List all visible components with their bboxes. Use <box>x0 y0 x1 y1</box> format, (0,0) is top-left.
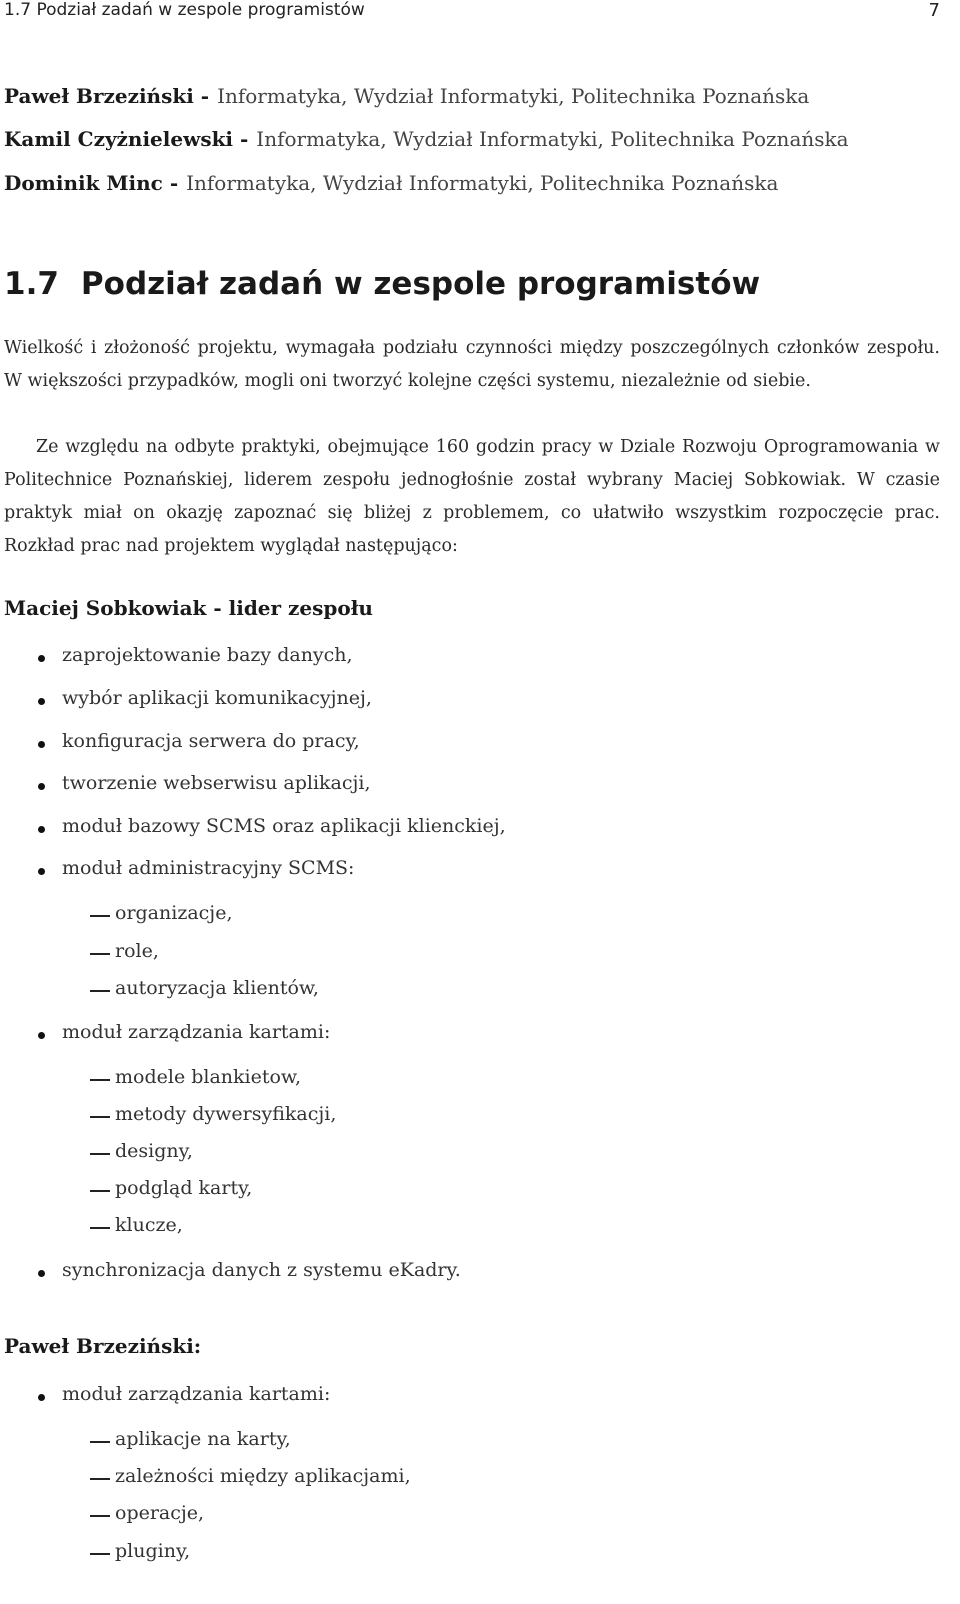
author-affiliation: Informatyka, Wydział Informatyki, Politechnika Poznańska <box>256 127 849 151</box>
dash-icon <box>90 1478 110 1480</box>
author-affiliation: Informatyka, Wydział Informatyki, Politechnika Poznańska <box>186 171 779 195</box>
sub-list-item-text: pluginy, <box>115 1540 191 1562</box>
sub-list-item-text: operacje, <box>115 1502 205 1524</box>
list-item-text: moduł administracyjny SCMS: <box>62 857 355 879</box>
dash-icon <box>90 1227 110 1229</box>
sub-list-item-text: metody dywersyfikacji, <box>115 1103 337 1125</box>
sub-list-item-text: autoryzacja klientów, <box>115 977 319 999</box>
dash-icon <box>90 1116 110 1118</box>
section-heading <box>4 266 760 302</box>
bullet-icon <box>38 1394 45 1401</box>
dash-icon <box>90 915 110 917</box>
list-item-text: moduł zarządzania kartami: <box>62 1383 331 1405</box>
paragraph <box>4 431 940 563</box>
sub-list-item-text: designy, <box>115 1140 193 1162</box>
author-affiliation: Informatyka, Wydział Informatyki, Politechnika Poznańska <box>217 84 810 108</box>
list-item-text: wybór aplikacji komunikacyjnej, <box>62 687 372 709</box>
sub-list-item-text: zależności między aplikacjami, <box>115 1465 411 1487</box>
bullet-icon <box>38 783 45 790</box>
list-item-text: zaprojektowanie bazy danych, <box>62 644 353 666</box>
sub-list-item-text: organizacje, <box>115 902 233 924</box>
bullet-icon <box>38 698 45 705</box>
paragraph: Wielkość i złożoność projektu, wymagała podziału czynności między poszczególnych członków zespołu. W większości przypadków, mogli oni tworzyć kolejne części systemu, niezależnie od siebie. <box>4 338 940 391</box>
sub-list-item-text: aplikacje na karty, <box>115 1428 291 1450</box>
bullet-icon <box>38 741 45 748</box>
list-item-text: synchronizacja danych z systemu eKadry. <box>62 1259 461 1281</box>
list-item-text: konfiguracja serwera do pracy, <box>62 730 360 752</box>
section-number: 1.7 <box>4 266 59 302</box>
bullet-icon <box>38 826 45 833</box>
author-name: Dominik Minc - <box>4 171 179 195</box>
dash-icon <box>90 1515 110 1517</box>
dash-icon <box>90 1079 110 1081</box>
author-line <box>4 171 778 195</box>
sub-list-item-text: modele blankietow, <box>115 1066 301 1088</box>
sub-list-item-text: role, <box>115 940 159 962</box>
paragraph-text: Ze względu na odbyte praktyki, obejmujące 160 godzin pracy w Dziale Rozwoju Oprogramowania w Politechnice Poznańskiej, liderem zespołu jednogłośnie został wybrany Maciej Sobkowiak. W czasie praktyk miał on okazję zapoznać się bliżej z problemem, co ułatwiło wszystkim rozpoczęcie prac. Rozkład prac nad projektem wyglądał następująco: <box>4 437 940 556</box>
list-item-text: tworzenie webserwisu aplikacji, <box>62 772 371 794</box>
running-head-title: 1.7 Podział zadań w zespole programistów <box>4 0 365 20</box>
page-number: 7 <box>928 0 940 21</box>
dash-icon <box>90 1441 110 1443</box>
author-name: Paweł Brzeziński - <box>4 84 210 108</box>
dash-icon <box>90 1553 110 1555</box>
sub-list-item-text: klucze, <box>115 1214 183 1236</box>
dash-icon <box>90 1153 110 1155</box>
bullet-icon <box>38 655 45 662</box>
author-name: Kamil Czyżnielewski - <box>4 127 249 151</box>
running-head <box>4 0 940 24</box>
bullet-icon <box>38 1032 45 1039</box>
dash-icon <box>90 990 110 992</box>
team-member-heading: Maciej Sobkowiak - lider zespołu <box>4 596 373 620</box>
bullet-icon <box>38 868 45 875</box>
team-member-heading: Paweł Brzeziński: <box>4 1334 202 1358</box>
list-item-text: moduł zarządzania kartami: <box>62 1021 331 1043</box>
sub-list-item-text: podgląd karty, <box>115 1177 253 1199</box>
section-title: Podział zadań w zespole programistów <box>80 266 761 302</box>
list-item-text: moduł bazowy SCMS oraz aplikacji klienckiej, <box>62 815 506 837</box>
author-line <box>4 127 849 151</box>
bullet-icon <box>38 1270 45 1277</box>
dash-icon <box>90 1190 110 1192</box>
author-line <box>4 84 809 108</box>
dash-icon <box>90 953 110 955</box>
